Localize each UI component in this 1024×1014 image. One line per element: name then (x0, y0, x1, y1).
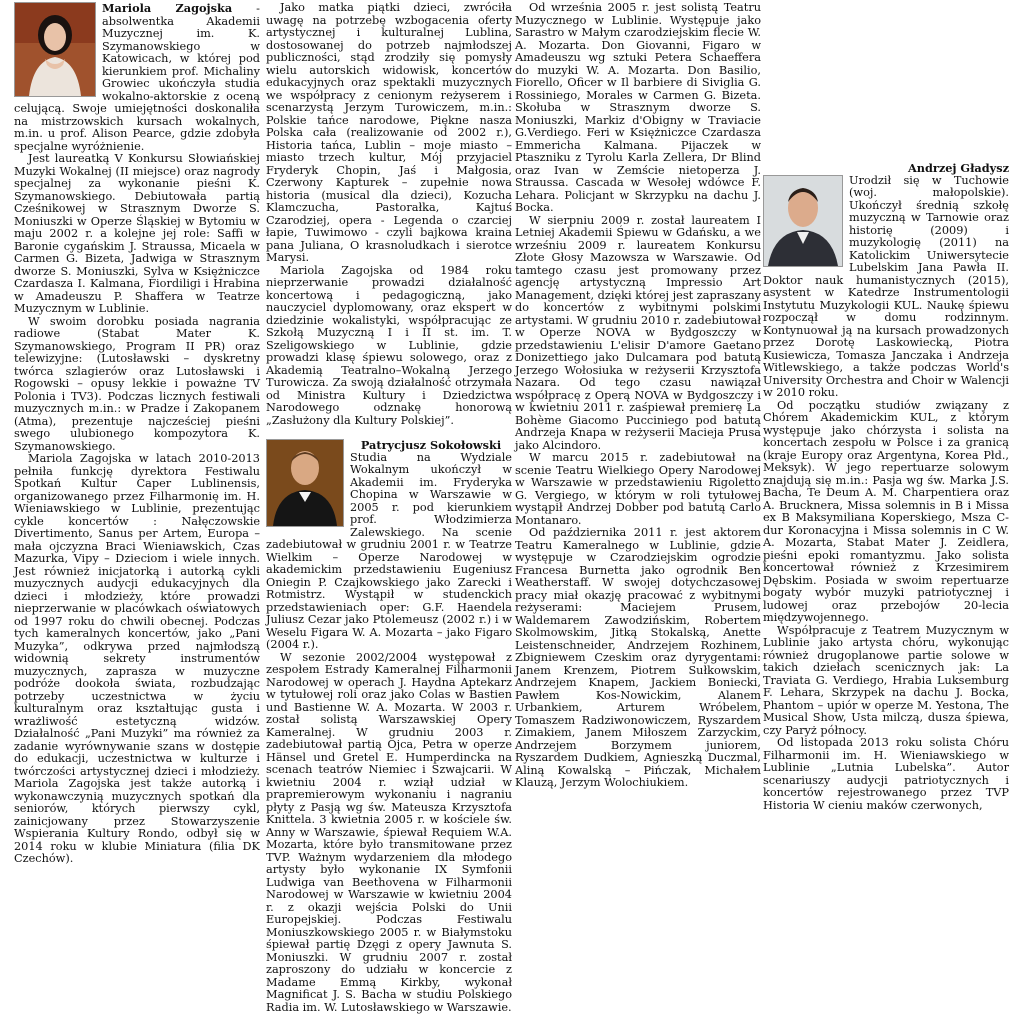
column-2 (266, 2, 512, 1014)
name-andrzej-gladysz: Andrzej Gładysz (763, 162, 1009, 175)
mz-paragraph-4: Mariola Zagojska w latach 2010-2013 pełniła funkcję dyrektora Festiwalu Spotkań Kultur Caper Lublinensis, organizowanego przez Filharmonię im. H. Wieniawskiego w Lublinie, prezentując cykle koncertów : Nałęczowskie Divertimento, Sanus per Artem, Europa – mała ojczyzna Braci Wieniawskich, Czas Mazurka, Vipy – Dzieciom i wiele innych. Jest również inicjatorką i autorką cykli muzycznych audycji edukacyjnych dla dzieci i młodzieży, które prowadzi nieprzerwanie w placówkach oświatowych od 1997 roku do chwili obecnej. Podczas tych kameralnych koncertów, jako „Pani Muzyka”, odkrywa przed najmłodszą widownią sekrety instrumentów muzycznych, zaprasza w muzyczne podróże dookoła świata, rozbudzając potrzeby uczestnictwa w życiu kulturalnym oraz kształtując gusta i wrażliwość estetyczną widzów. Działalność „Pani Muzyki” ma również za zadanie wyrównywanie szans w dostępie do edukacji, uczestnictwa w kulturze i twórczości artystycznej dzieci i młodzieży. Mariola Zagojska jest także autorką i wykonawczynią muzycznych spotkań dla seniorów, których pierwszy cykl, zainicjowany przez Stowarzyszenie Wspierania Kultury Rondo, odbył się w 2014 roku w klubie Miniatura (filia DK Czechów). (14, 453, 260, 866)
ag-paragraph-2: Od początku studiów związany z Chórem Akademickim KUL, z którym występuje jako chórzysta i solista na koncertach zespołu w Polsce i za granicą (kraje Europy oraz Argentyna, Korea Płd., Meksyk). W jego repertuarze solowym znajdują się m.in.: Pasja wg św. Marka J.S. Bacha, Te Deum A. M. Charpentiera oraz A. Brucknera, Missa solemnis in B i Missa ex B Maksymiliana Koperskiego, Msza C-dur Koronacyjna i Missa solemnis in C W. A. Mozarta, Stabat Mater J. Zeidlera, pieśni epoki romantyzmu. Jako solista koncertował również z Krzesimirem Dębskim. Posiada w swoim repertuarze bogaty wybór muzyki patriotycznej i ludowej oraz przebojów 20-lecia międzywojennego. (763, 400, 1009, 625)
ag-paragraph-4: Od listopada 2013 roku solista Chóru Filharmonii im. H. Wieniawskiego w Lublinie „Lutnia Lubelska”. Autor scenariuszy audycji patriotycznych i koncertów rejestrowanego przez TVP Historia W cieniu maków czerwonych, (763, 737, 1009, 812)
ps-paragraph-5: W marcu 2015 r. zadebiutował na scenie Teatru Wielkiego Opery Narodowej w Warszawie w przedstawieniu Rigoletto G. Vergiego, w którym w roli tytułowej wystąpił Andrzej Dobber pod batutą Carlo Montanaro. (515, 452, 761, 527)
column-1 (14, 2, 260, 866)
photo-patrycjusz-sokolowski (266, 439, 344, 527)
photo-andrzej-gladysz (763, 175, 843, 267)
photo-mariola-zagojska (14, 2, 96, 97)
mz-paragraph-1: - absolwentka Akademii Muzycznej im. K. Szymanowskiego w Katowicach, w której pod kierunkiem prof. Michaliny Growiec ukończyła studia wokalno-aktorskie z oceną celującą. Swoje umiejętności doskonaliła na mistrzowskich kursach wokalnych, m.in. u prof. Alison Pearce, gdzie zdobyła specjalne wyróżnienie. (14, 2, 260, 153)
name-patrycjusz-sokolowski: Patrycjusz Sokołowski (266, 439, 512, 452)
name-mariola-zagojska: Mariola Zagojska (102, 1, 232, 15)
ps-paragraph-2: W sezonie 2002/2004 występował z zespołem Estrady Kameralnej Filharmonii Narodowej w operach J. Haydna Aptekarz w tytułowej roli oraz jako Colas w Bastien und Bastienne W. A. Mozarta. W 2003 r. został solistą Warszawskiej Opery Kameralnej. W grudniu 2003 r. zadebiutował partią Ojca, Petra w operze Hänsel und Gretel E. Humperdincka na scenach teatrów Niemiec i Szwajcarii. W kwietniu 2004 r. wziął udział w prapremierowym wykonaniu i nagraniu płyty z Pasją wg św. Mateusza Krzysztofa Knittela. 3 kwietnia 2005 r. w kościele św. Anny w Warszawie, śpiewał Requiem W.A. Mozarta, które było transmitowane przez TVP. Ważnym wydarzeniem dla młodego artysty było wykonanie IX Symfonii Ludwiga van Beethovena w Filharmonii Narodowej w Warszawie w kwietniu 2004 r. z okazji wejścia Polski do Unii Europejskiej. Podczas Festiwalu Moniuszkowskiego 2005 r. w Białymstoku śpiewał partię Dzęgi z opery Jawnuta S. Moniuszki. W grudniu 2007 r. został zaproszony do udziału w koncercie z Madame Emmą Kirkby, wykonał Magnificat J. S. Bacha w studiu Polskiego Radia im. W. Lutosławskiego w Warszawie. (266, 652, 512, 1014)
ps-paragraph-4: W sierpniu 2009 r. został laureatem I Letniej Akademii Śpiewu w Gdańsku, a we wrześniu 2009 r. laureatem Konkursu Złote Głosy Mazowsza w Warszawie. Od tamtego czasu jest promowany przez agencję artystyczną Impressio Art Management, dzięki której jest zapraszany do koncertów z wybitnymi polskimi artystami. W grudniu 2010 r. zadebiutował w Operze NOVA w Bydgoszczy w przedstawieniu L'elisir D'amore Gaetano Donizettiego jako Dulcamara pod batutą Jerzego Wołosiuka w reżyserii Krzysztofa Nazara. Od tego czasu nawiązał współpracę z Operą NOVA w Bydgoszczy i w kwietniu 2011 r. zaśpiewał premierę La Bohème Giacomo Pucciniego pod batutą Andrzeja Knapa w reżyserii Macieja Prusa jako Alcindoro. (515, 215, 761, 453)
ps-paragraph-1: Studia na Wydziale Wokalnym ukończył w Akademii im. Fryderyka Chopina w Warszawie w 2005 r. pod kierunkiem prof. Włodzimierza Zalewskiego. Na scenie zadebiutował w grudniu 2001 r. w Teatrze Wielkim – Operze Narodowej w akademickim przedstawieniu Eugeniusz Oniegin P. Czajkowskiego jako Zarecki i Rotmistrz. Wystąpił w studenckich przedstawieniach oper: G.F. Haendela Juliusz Cezar jako Ptolemeusz (2002 r.) i w Weselu Figara W. A. Mozarta – jako Figaro (2004 r.). (266, 451, 512, 652)
column-3 (515, 2, 761, 790)
mz-paragraph-3: W swoim dorobku posiada nagrania radiowe (Stabat Mater K. Szymanowskiego, Program II PR) oraz telewizyjne: (Lutosławski – dyskretny twórca szlagierów oraz Lutosławski i Rogowski – opusy lekkie i poważne TV Polonia i TV3). Podczas licznych festiwali muzycznych m.in.: w Pradze i Zakopanem (Atma), prezentuje najcześciej pieśni swego ulubionego kompozytora K. Szymanowskiego. (14, 316, 260, 454)
mz-paragraph-5: Jako matka piątki dzieci, zwróciła uwagę na potrzebę wzbogacenia oferty artystycznej i kulturalnej Lublina, dostosowanej do potrzeb najmłodszej publiczności, stąd zrodziły się pomysły wielu autorskich widowisk, koncertów edukacyjnych oraz spektakli muzycznych we współpracy z cenionym reżyserem i scenarzystą Jerzym Turowiczem, m.in.: Polskie tańce narodowe, Piękne nasza Polska cała (realizowanie od 2002 r.), Historia tańca, Lublin – moje miasto – miasto trzech kultur, Mój przyjaciel Fryderyk Chopin, Jaś i Małgosia, Czerwony Kapturek – zupełnie nowa historia (musical dla dzieci), Kozucha Klamczucha, Pastorałka, Kajtuś Czarodziej, opera - Legenda o czarciej łapie, Tuwimowo - czyli bajkowa kraina pana Juliana, O krasnoludkach i sierotce Marysi. (266, 2, 512, 265)
ps-paragraph-3: Od września 2005 r. jest solistą Teatru Muzycznego w Lublinie. Występuje jako Sarastro w Małym czarodziejskim flecie W. A. Mozarta. Don Giovanni, Figaro w Amadeuszu wg sztuki Petera Schaeffera do muzyki W. A. Mozarta. Don Basilio, Fiorello, Oficer w Il barbiere di Siviglia G. Rossiniego, Morales w Carmen G. Bizeta. Skołuba w Strasznym dworze S. Moniuszki, Markiz d'Obigny w Traviacie G.Verdiego. Feri w Księżniczce Czardasza Emmericha Kalmana. Pijaczek w Ptaszniku z Tyrolu Karla Zellera, Dr Blind oraz Ivan w Zemście nietoperza J. Straussa. Cascada w Wesołej wdówce F. Lehara. Policjant w Skrzypku na dachu J. Bocka. (515, 2, 761, 215)
column-4 (763, 160, 1009, 812)
ag-paragraph-1: Urodził się w Tuchowie (woj. małopolskie). Ukończył średnią szkołę muzyczną w Tarnowie oraz historię (2009) i muzykologię (2011) na Katolickim Uniwersytecie Lubelskim Jana Pawła II. Doktor nauk humanistycznych (2015), asystent w Katedrze Instrumentologii Instytutu Muzykologii KUL. Naukę śpiewu rozpoczął w domu rodzinnym. Kontynuował ją na kursach prowadzonych przez Dorotę Laskowiecką, Piotra Kusiewicza, Tomasza Janczaka i Andrzeja Witlewskiego, a także podczas World's University Orchestra and Choir w Walencji w 2010 roku. (763, 175, 1009, 400)
ag-paragraph-3: Współpracuje z Teatrem Muzycznym w Lublinie jako artysta chóru, wykonując również drugoplanowe partie solowe w takich dziełach scenicznych jak: La Traviata G. Verdiego, Hrabia Luksemburg F. Lehara, Skrzypek na dachu J. Bocka, Phantom – upiór w operze M. Yestona, The Musical Show, Usta milczą, dusza śpiewa, czy Paryż północy. (763, 625, 1009, 738)
ps-paragraph-6: Od października 2011 r. jest aktorem Teatru Kameralnego w Lublinie, gdzie występuje w Czarodziejskim ogrodzie Francesa Burnetta jako ogrodnik Ben Weatherstaff. W swojej dotychczasowej pracy miał okazję pracować z wybitnymi reżyserami: Maciejem Prusem, Waldemarem Zawodzińskim, Robertem Skolmowskim, Jitką Stokalską, Anette Leistenschneider, Andrzejem Rozhinem, Zbigniewem Czeskim oraz dyrygentami: Janem Krenzem, Piotrem Sułkowskim, Andrzejem Knapem, Jackiem Boniecki, Pawłem Kos-Nowickim, Alanem Urbankiem, Arturem Wróbelem, Tomaszem Radziwonowiczem, Ryszardem Zimakiem, Janem Miłoszem Zarzyckim, Andrzejem Borzymem juniorem, Ryszardem Dudkiem, Agnieszką Duczmal, Aliną Kowalską – Pińczak, Michałem Klauzą, Jerzym Wolochiukiem. (515, 527, 761, 790)
mz-paragraph-2: Jest laureatką V Konkursu Słowiańskiej Muzyki Wokalnej (II miejsce) oraz nagrody specjalnej za wykonanie pieśni K. Szymanowskiego. Debiutowała partią Cześnikowej w Strasznym Dworze S. Moniuszki w Operze Śląskiej w Bytomiu w maju 2002 r. a kolejne jej role: Saffi w Baronie cygańskim J. Straussa, Micaela w Carmen G. Bizeta, Jadwiga w Strasznym dworze S. Moniuszki, Sylva w Księżniczce Czardasza I. Kalmana, Fiordiligi i Hrabina w Amadeuszu P. Shaffera w Teatrze Muzycznym w Lublinie. (14, 153, 260, 316)
mz-paragraph-6: Mariola Zagojska od 1984 roku nieprzerwanie prowadzi działalność koncertową i pedagogiczną, jako nauczyciel dyplomowany, oraz ekspert w dziedzinie wokalistyki, współpracując ze Szkołą Muzyczną I i II st. im. T. Szeligowskiego w Lublinie, gdzie prowadzi klasę śpiewu solowego, oraz z Akademią Teatralno–Wokalną Jerzego Turowicza. Za swoją działalność otrzymała od Ministra Kultury i Dziedzictwa Narodowego odznakę honorową „Zasłużony dla Kultury Polskiej”. (266, 265, 512, 428)
